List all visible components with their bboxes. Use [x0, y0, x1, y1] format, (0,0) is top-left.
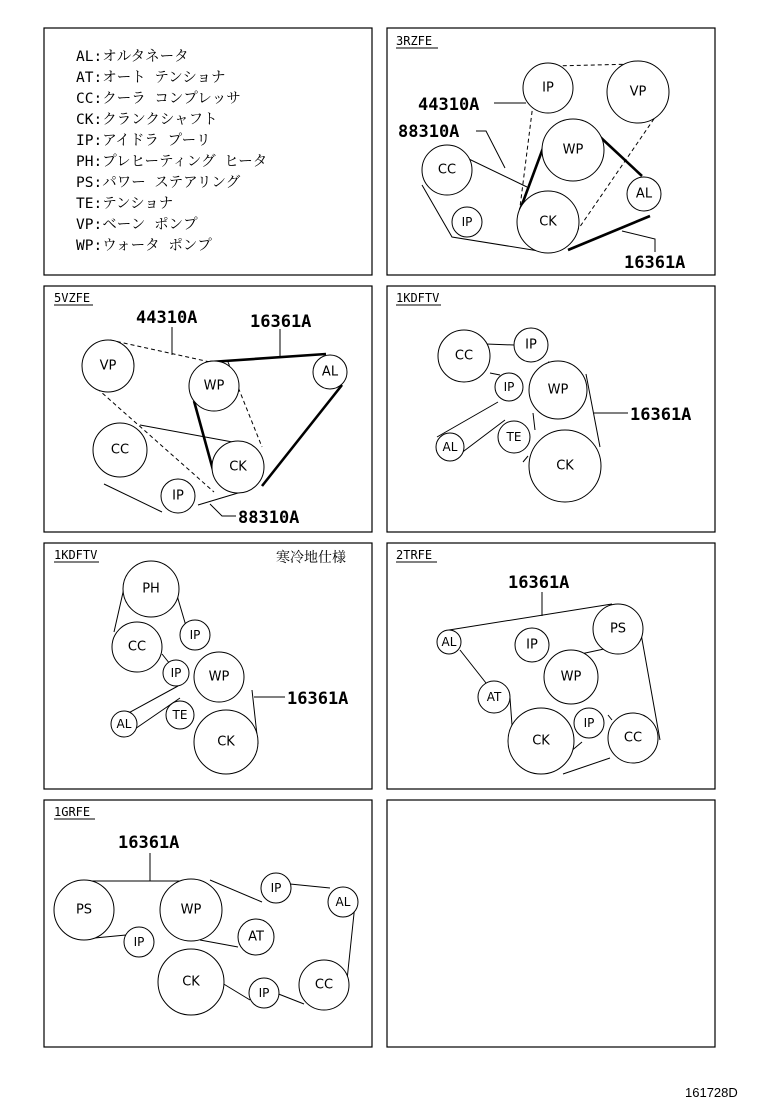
pulley-label: IP: [526, 637, 538, 653]
pulley-label: CC: [127, 639, 147, 655]
pulley-label: AT: [248, 929, 264, 945]
diagram-1kdftv: [396, 291, 691, 502]
pulley-label: CK: [217, 734, 235, 750]
pulley-label: IP: [170, 666, 182, 680]
pulley-label: TE: [172, 708, 188, 722]
pulley-label: WP: [562, 142, 584, 158]
legend-item: TE:テンショナ: [76, 196, 174, 212]
part-number: 88310A: [398, 122, 460, 142]
pulley-label: CC: [454, 348, 474, 364]
panel-empty: [387, 800, 715, 1047]
part-number: 16361A: [287, 689, 349, 709]
pulley-label: CK: [182, 974, 200, 990]
part-number: 44310A: [136, 308, 198, 328]
pulley-label: CK: [532, 733, 550, 749]
pulley-label: IP: [542, 80, 554, 96]
legend-list: [76, 48, 267, 254]
spec-note: 寒冷地仕様: [276, 550, 346, 566]
engine-code: 1KDFTV: [54, 548, 98, 562]
document-id: 161728D: [685, 1085, 738, 1100]
diagram-5vzfe: [54, 291, 347, 528]
pulley-label: PH: [142, 581, 160, 597]
pulley-label: WP: [203, 378, 225, 394]
pulley-label: WP: [560, 669, 582, 685]
legend-item: AT:オート テンショナ: [76, 70, 226, 86]
pulley-label: IP: [270, 881, 282, 895]
legend-item: WP:ウォータ ポンプ: [76, 238, 212, 254]
pulley-label: IP: [133, 935, 145, 949]
pulley-label: IP: [503, 380, 515, 394]
legend-item: PH:プレヒーティング ヒータ: [76, 154, 268, 170]
diagram-3rzfe: [396, 34, 685, 273]
diagram-1kdftv-cold: [54, 548, 348, 774]
pulley-label: CK: [556, 458, 574, 474]
pulley-label: AT: [486, 690, 502, 704]
engine-code: 1KDFTV: [396, 291, 440, 305]
pulley-label: IP: [525, 337, 537, 353]
pulley-label: IP: [172, 488, 184, 504]
pulley-label: CK: [229, 459, 247, 475]
engine-code: 5VZFE: [54, 291, 91, 305]
engine-code: 1GRFE: [54, 805, 91, 819]
part-number: 16361A: [508, 573, 570, 593]
pulley-label: WP: [180, 902, 202, 918]
engine-code: 3RZFE: [396, 34, 433, 48]
pulley-label: IP: [258, 986, 270, 1000]
legend-item: VP:ベーン ポンプ: [76, 217, 198, 233]
part-number: 88310A: [238, 508, 300, 528]
pulley-label: AL: [335, 895, 351, 909]
pulley-label: CC: [110, 442, 130, 458]
pulley-label: AL: [321, 364, 339, 380]
pulley-label: AL: [442, 440, 458, 454]
pulley-label: AL: [635, 186, 653, 202]
pulley-label: CC: [314, 977, 334, 993]
pulley-label: PS: [609, 621, 627, 637]
part-number: 16361A: [630, 405, 692, 425]
diagram-2trfe: [396, 548, 660, 774]
pulley-label: AL: [441, 635, 457, 649]
pulley-label: CC: [437, 162, 457, 178]
pulley-label: WP: [547, 382, 569, 398]
part-number: 16361A: [118, 833, 180, 853]
engine-code: 2TRFE: [396, 548, 433, 562]
pulley-label: WP: [208, 669, 230, 685]
part-number: 16361A: [250, 312, 312, 332]
legend-item: AL:オルタネータ: [76, 49, 189, 65]
legend-item: CC:クーラ コンプレッサ: [76, 91, 241, 107]
legend-item: CK:クランクシャフト: [76, 112, 218, 128]
pulley-label: TE: [506, 430, 522, 444]
pulley-label: IP: [461, 215, 473, 229]
part-number: 44310A: [418, 95, 480, 115]
pulley-label: VP: [629, 84, 647, 100]
pulley-label: CK: [539, 214, 557, 230]
part-number: 16361A: [624, 253, 686, 273]
legend-item: IP:アイドラ プーリ: [76, 133, 211, 149]
pulley-label: IP: [583, 716, 595, 730]
pulley-label: CC: [623, 730, 643, 746]
diagram-1grfe: [54, 805, 358, 1015]
pulley-label: PS: [75, 902, 93, 918]
pulley-label: VP: [99, 358, 117, 374]
pulley-label: IP: [189, 628, 201, 642]
legend-item: PS:パワー ステアリング: [76, 175, 241, 191]
pulley-label: AL: [116, 717, 132, 731]
